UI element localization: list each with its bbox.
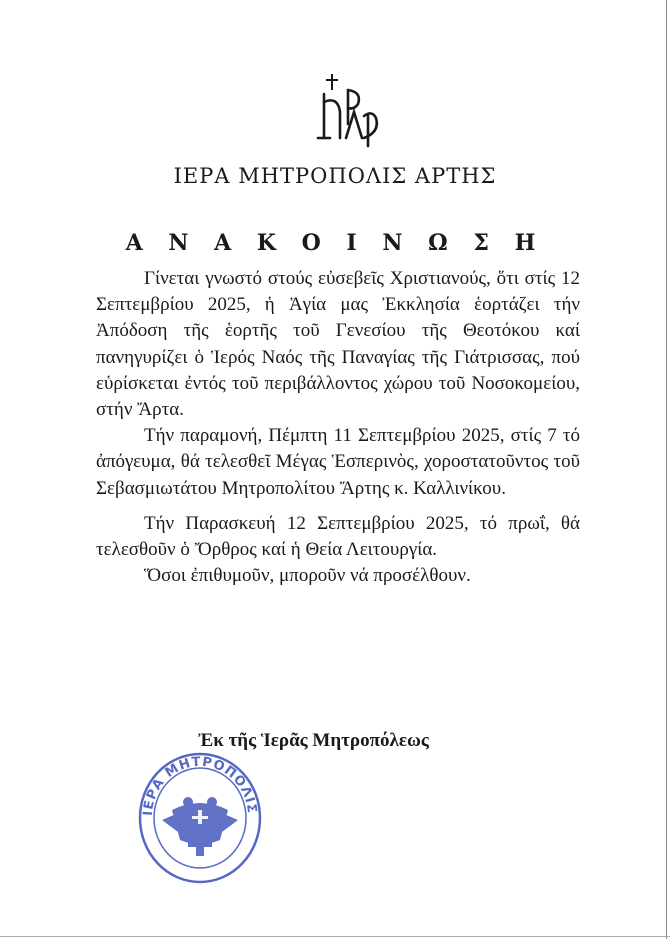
official-seal-stamp bbox=[132, 736, 264, 886]
seal-text: ΙΕΡΑ ΜΗΤΡΟΠΟΛΙΣ bbox=[140, 754, 260, 817]
paragraph-4: Ὅσοι ἐπιθυμοῦν, μποροῦν νά προσέλθουν. bbox=[144, 565, 471, 587]
page-border-right bbox=[666, 0, 667, 939]
page-border-bottom bbox=[0, 936, 670, 937]
monogram-icon bbox=[310, 72, 386, 152]
document-title: Α Ν Α Κ Ο Ι Ν Ω Σ Η bbox=[125, 230, 545, 256]
paragraph-2: Τήν παραμονή, Πέμπτη 11 Σεπτεμβρίου 2025, στίς 7 τό ἀπόγευμα, θά τελεσθεῖ Μέγας Ἑσπερινὸς, χοροστατοῦντος τοῦ Σεβασμιωτάτου Μητροπολίτου Ἄρτης κ. Καλλινίκου. bbox=[96, 425, 580, 499]
organization-name: ΙΕΡΑ ΜΗΤΡΟΠΟΛΙΣ ΑΡΤΗΣ bbox=[173, 164, 497, 188]
metropolis-monogram-logo bbox=[310, 72, 386, 152]
signature-line: Ἐκ τῆς Ἱερᾶς Μητροπόλεως bbox=[198, 730, 429, 751]
seal-icon bbox=[132, 736, 264, 886]
paragraph-3: Τήν Παρασκευή 12 Σεπτεμβρίου 2025, τό πρωΐ, θά τελεσθοῦν ὁ Ὄρθρος καί ἡ Θεία Λειτουργία. bbox=[96, 512, 580, 561]
paragraph-1: Γίνεται γνωστό στούς εὐσεβεῖς Χριστιανούς, ὅτι στίς 12 Σεπτεμβρίου 2025, ἡ Ἁγία μας Ἐκκλησία ἑορτάζει τήν Ἀπόδοση τῆς ἑορτῆς τοῦ Γενεσίου τῆς Θεοτόκου καί πανηγυρίζει ὁ Ἱερός Ναός τῆς Παναγίας τῆς Γιάτρισσας, πού εὑρίσκεται ἐντός τοῦ περιβάλλοντος χώρου τοῦ Νοσοκομείου, στήν Ἄρτα. bbox=[96, 268, 580, 421]
announcement-body bbox=[96, 266, 580, 589]
